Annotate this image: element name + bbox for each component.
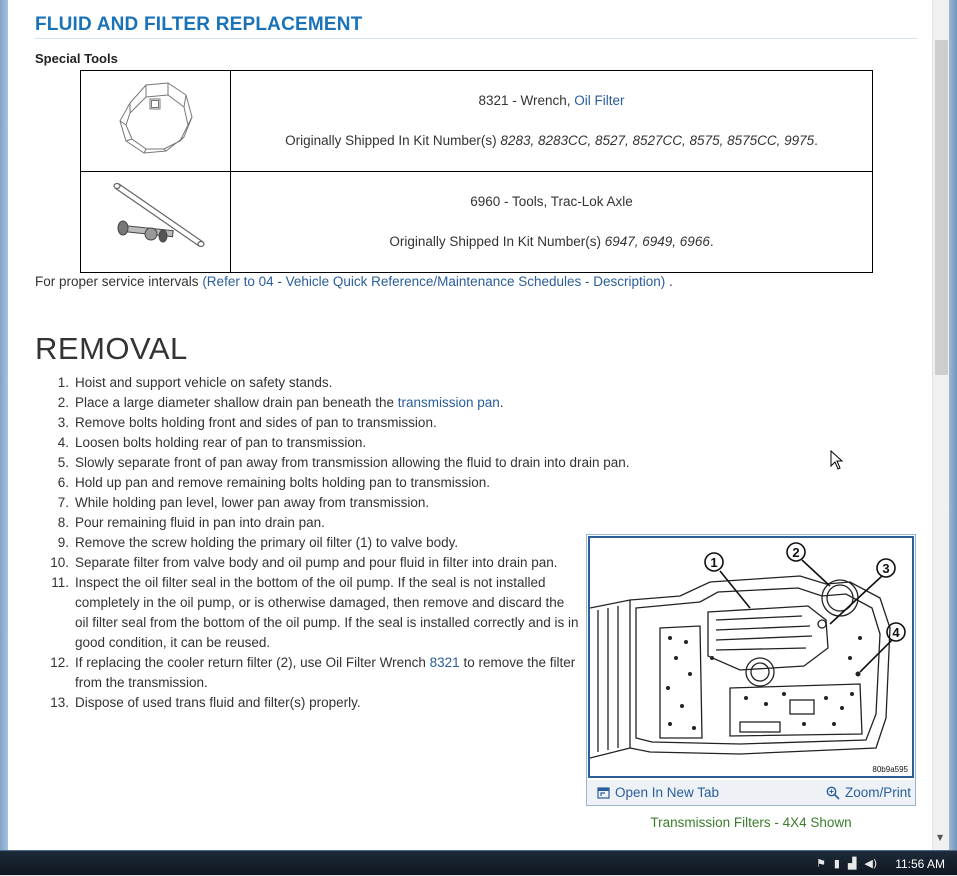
oil-filter-wrench-icon — [106, 75, 206, 165]
transmission-pan-link[interactable]: transmission pan — [397, 395, 500, 410]
removal-steps-list — [35, 373, 630, 713]
open-new-tab-icon — [597, 787, 610, 799]
scroll-down-arrow-icon[interactable]: ▼ — [937, 833, 944, 842]
table-row — [81, 172, 873, 273]
callout-4: 4 — [892, 625, 900, 640]
list-item: 12. If replacing the cooler return filter (2), use Oil Filter Wrench 8321 to remove the filter from the transmission. — [50, 655, 576, 690]
list-item: 4. Loosen bolts holding rear of pan to transmission. — [57, 435, 367, 450]
list-item: 2. Place a large diameter shallow drain pan beneath the transmission pan. — [57, 395, 504, 410]
zoom-print-button[interactable]: Zoom/Print — [826, 785, 911, 800]
mouse-cursor-icon — [830, 450, 844, 470]
transmission-filters-figure — [586, 534, 916, 806]
trac-lok-tool-icon — [101, 176, 211, 266]
tool-name: 6960 - Tools, Trac-Lok Axle — [470, 194, 633, 209]
list-item: 3. Remove bolts holding front and sides of pan to transmission. — [57, 415, 437, 430]
callout-1: 1 — [710, 555, 718, 570]
page-title: FLUID AND FILTER REPLACEMENT — [35, 14, 363, 35]
tool-description-cell — [231, 172, 873, 273]
scrollbar-thumb[interactable] — [935, 40, 948, 375]
callout-3: 3 — [882, 561, 890, 576]
flag-icon[interactable]: ⚑ — [816, 857, 826, 870]
volume-icon[interactable]: ◀) — [864, 857, 878, 870]
special-tools-heading: Special Tools — [35, 51, 118, 66]
tool-kit-numbers: Originally Shipped In Kit Number(s) 8283, 8283CC, 8527, 8527CC, 8575, 8575CC, 9975. — [285, 133, 818, 148]
magnifier-icon — [826, 786, 840, 800]
callout-2: 2 — [792, 545, 800, 560]
special-tools-table — [80, 70, 873, 273]
tool-description-cell — [231, 71, 873, 172]
system-tray — [816, 851, 957, 876]
list-item: 10. Separate filter from valve body and oil pump and pour fluid in filter into drain pan. — [50, 555, 558, 570]
window-right-edge — [949, 0, 957, 850]
oil-filter-link[interactable]: Oil Filter — [574, 93, 625, 108]
transmission-diagram[interactable] — [588, 536, 914, 778]
service-intervals-note: For proper service intervals (Refer to 04 - Vehicle Quick Reference/Maintenance Schedules - Description) . — [35, 274, 673, 289]
list-item: 7. While holding pan level, lower pan away from transmission. — [57, 495, 430, 510]
list-item: 9. Remove the screw holding the primary oil filter (1) to valve body. — [57, 535, 459, 550]
taskbar — [0, 850, 957, 875]
window-left-edge — [0, 0, 8, 850]
signal-icon[interactable]: ▟ — [847, 857, 857, 870]
tool-image-cell — [81, 172, 231, 273]
tool-kit-numbers: Originally Shipped In Kit Number(s) 6947, 6949, 6966. — [389, 234, 714, 249]
list-item: 1. Hoist and support vehicle on safety stands. — [57, 375, 333, 390]
tool-name: 8321 - Wrench, Oil Filter — [478, 93, 625, 108]
list-item: 13. Dispose of used trans fluid and filter(s) properly. — [50, 695, 361, 710]
wrench-8321-link[interactable]: 8321 — [429, 655, 460, 670]
list-item: 11. Inspect the oil filter seal in the bottom of the oil pump. If the seal is not installed completely in the oil pump, or is otherwise damaged, then remove and discard the oil filter seal from the bottom of the oil pump. If the seal is installed correctly and is in good condition, it can be reused. — [51, 575, 579, 650]
open-new-tab-button[interactable]: Open In New Tab — [597, 785, 719, 800]
taskbar-clock[interactable]: 11:56 AM — [895, 856, 945, 871]
network-icon[interactable]: ▮ — [833, 857, 840, 870]
title-divider — [35, 38, 918, 39]
figure-caption: Transmission Filters - 4X4 Shown — [650, 815, 852, 830]
image-code: 80b9a595 — [872, 765, 908, 774]
list-item: 8. Pour remaining fluid in pan into drain pan. — [57, 515, 325, 530]
list-item: 6. Hold up pan and remove remaining bolts holding pan to transmission. — [57, 475, 490, 490]
transmission-illustration — [590, 538, 912, 776]
removal-heading: REMOVAL — [35, 331, 188, 366]
vertical-scrollbar[interactable] — [932, 0, 949, 850]
tool-image-cell — [81, 71, 231, 172]
table-row — [81, 71, 873, 172]
list-item: 5. Slowly separate front of pan away from transmission allowing the fluid to drain into drain pan. — [57, 455, 630, 470]
document-page — [8, 0, 932, 850]
maintenance-schedules-link[interactable]: (Refer to 04 - Vehicle Quick Reference/Maintenance Schedules - Description) — [202, 274, 666, 289]
figure-toolbar — [587, 780, 915, 805]
